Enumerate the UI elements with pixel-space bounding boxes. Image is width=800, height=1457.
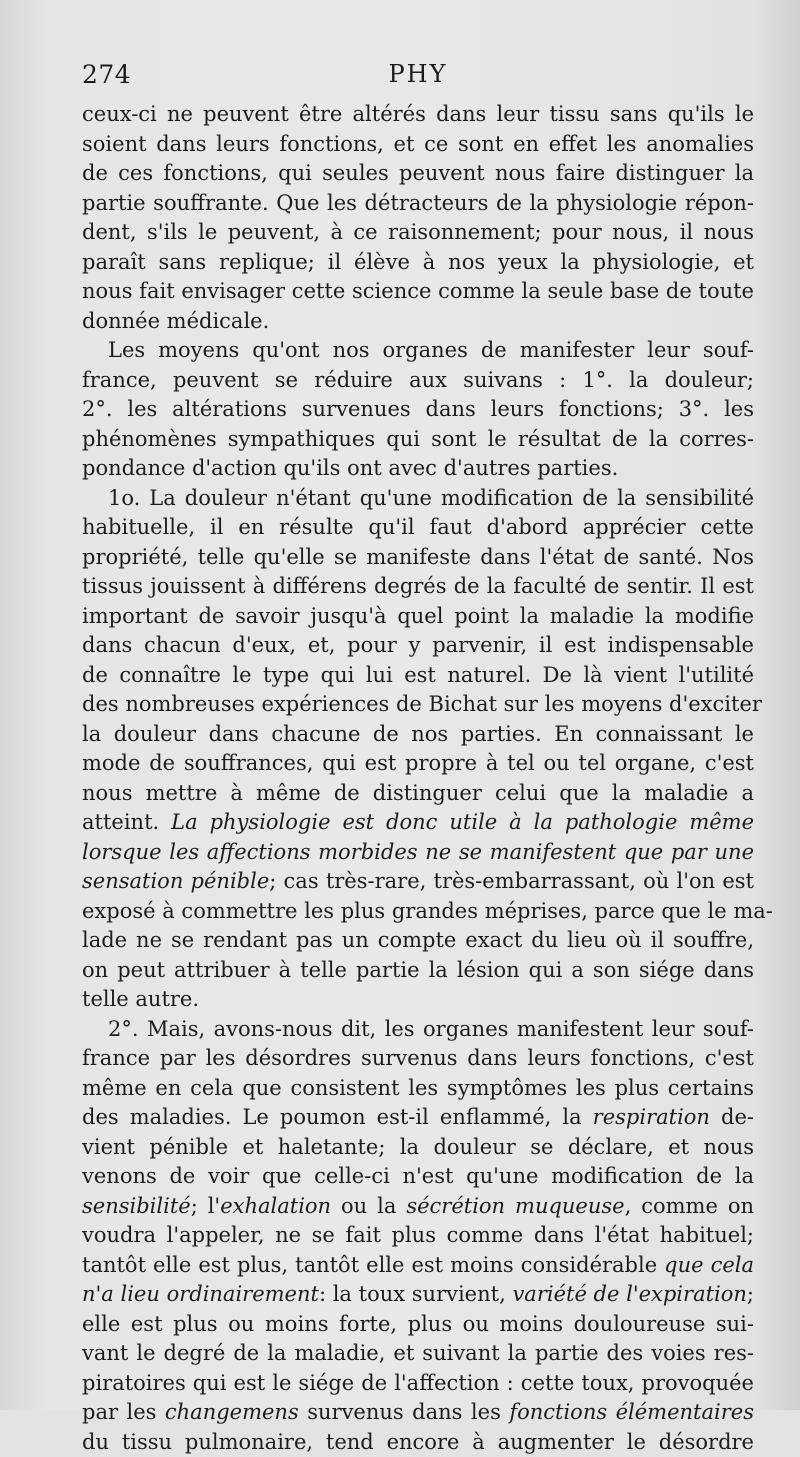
text-line [82, 1133, 754, 1163]
text-segment: on peut attribuer à telle partie la lésion qui a son siége dans [82, 958, 754, 982]
text-line [82, 1074, 754, 1104]
text-line [82, 867, 754, 897]
text-line [82, 543, 754, 573]
text-segment: des maladies. Le poumon est-il enflammé, la [82, 1105, 593, 1129]
text-line [82, 956, 754, 986]
text-segment: lade ne se rendant pas un compte exact du lieu où il souffre, [82, 928, 754, 952]
text-line [82, 690, 754, 720]
italic-segment: changemens [165, 1400, 299, 1424]
text-segment: piratoires qui est le siége de l'affection : cette toux, provoquée [82, 1371, 754, 1395]
text-segment: ; cas très-rare, très-embarrassant, où l'on est [269, 869, 754, 893]
italic-segment: variété de l'expiration [512, 1282, 746, 1306]
text-line [82, 366, 754, 396]
running-title: PHY [82, 60, 754, 88]
text-line [82, 189, 754, 219]
text-segment: elle est plus ou moins forte, plus ou moins douloureuse sui- [82, 1312, 754, 1336]
text-line [82, 985, 754, 1015]
text-segment: : la toux survient, [319, 1282, 512, 1306]
text-line [82, 1103, 754, 1133]
text-segment: paraît sans replique; il élève à nos yeux la physiologie, et [82, 250, 754, 274]
text-segment: telle autre. [82, 987, 199, 1011]
text-line [82, 130, 754, 160]
text-segment: du tissu pulmonaire, tend encore à augmenter le désordre [82, 1430, 754, 1454]
text-segment: 1o. La douleur n'étant qu'une modification de la sensibilité [108, 486, 754, 510]
text-segment: partie souffrante. Que les détracteurs de la physiologie répon- [82, 191, 754, 215]
text-segment: vient pénible et haletante; la douleur se déclare, et nous [82, 1135, 754, 1159]
italic-segment: lorsque les affections morbides ne se manifestent que par une [82, 840, 754, 864]
running-head [82, 60, 754, 94]
text-line [82, 897, 754, 927]
text-segment: ceux-ci ne peuvent être altérés dans leur tissu sans qu'ils le [82, 102, 754, 126]
text-line [82, 336, 754, 366]
text-segment: voudra l'appeler, ne se fait plus comme dans l'état habituel; [82, 1223, 754, 1247]
text-line [82, 1398, 754, 1428]
text-line [82, 808, 754, 838]
text-segment: pondance d'action qu'ils ont avec d'autres parties. [82, 456, 618, 480]
text-line [82, 720, 754, 750]
text-segment: , comme on [625, 1194, 754, 1218]
text-line [82, 395, 754, 425]
italic-segment: n'a lieu ordinairement [82, 1282, 319, 1306]
text-segment: soient dans leurs fonctions, et ce sont en effet les anomalies [82, 132, 754, 156]
text-line [82, 307, 754, 337]
text-line [82, 159, 754, 189]
text-line [82, 1369, 754, 1399]
text-segment: la douleur dans chacune de nos parties. En connaissant le [82, 722, 754, 746]
italic-segment: respiration [593, 1105, 710, 1129]
text-line [82, 513, 754, 543]
text-line [82, 1428, 754, 1457]
text-segment: nous mettre à même de distinguer celui que la maladie a [82, 781, 754, 805]
text-segment: exposé à commettre les plus grandes méprises, parce que le ma- [82, 899, 773, 923]
text-segment: important de savoir jusqu'à quel point la maladie la modifie [82, 604, 754, 628]
text-segment: habituelle, il en résulte qu'il faut d'abord apprécier cette [82, 515, 754, 539]
text-segment: ; [747, 1282, 754, 1306]
text-segment: ou la [331, 1194, 406, 1218]
italic-segment: sensation pénible [82, 869, 269, 893]
body-text [82, 100, 754, 1457]
italic-segment: La physiologie est donc utile à la pathologie même [171, 810, 754, 834]
text-segment: france par les désordres survenus dans leurs fonctions, c'est [82, 1046, 754, 1070]
text-line [82, 1044, 754, 1074]
text-segment: france, peuvent se réduire aux suivans : 1°. la douleur; [82, 368, 754, 392]
page-number: 274 [82, 60, 131, 89]
text-segment: nous fait envisager cette science comme la seule base de toute [82, 279, 754, 303]
text-line [82, 248, 754, 278]
text-segment: vant le degré de la maladie, et suivant la partie des voies res- [82, 1341, 754, 1365]
text-segment: donnée médicale. [82, 309, 269, 333]
text-line [82, 277, 754, 307]
text-line [82, 926, 754, 956]
text-segment: ; l' [191, 1194, 221, 1218]
italic-segment: que cela [664, 1253, 754, 1277]
text-segment: dans chacun d'eux, et, pour y parvenir, il est indispensable [82, 633, 754, 657]
text-segment: tantôt elle est plus, tantôt elle est moins considérable [82, 1253, 664, 1277]
text-line [82, 1251, 754, 1281]
text-line [82, 572, 754, 602]
text-line [82, 484, 754, 514]
text-line [82, 631, 754, 661]
text-segment: dent, s'ils le peuvent, à ce raisonnement; pour nous, il nous [82, 220, 754, 244]
text-segment: de ces fonctions, qui seules peuvent nous faire distinguer la [82, 161, 754, 185]
text-segment: Les moyens qu'ont nos organes de manifester leur souf- [108, 338, 754, 362]
text-segment: survenus dans les [299, 1400, 510, 1424]
text-segment: mode de souffrances, qui est propre à tel ou tel organe, c'est [82, 751, 754, 775]
text-line [82, 779, 754, 809]
text-line [82, 749, 754, 779]
text-line [82, 838, 754, 868]
text-segment: par les [82, 1400, 165, 1424]
italic-segment: sécrétion muqueuse [406, 1194, 624, 1218]
text-line [82, 602, 754, 632]
text-segment: des nombreuses expériences de Bichat sur les moyens d'exciter [82, 692, 762, 716]
text-line [82, 454, 754, 484]
italic-segment: exhalation [220, 1194, 331, 1218]
italic-segment: sensibilité [82, 1194, 191, 1218]
text-line [82, 1192, 754, 1222]
text-segment: de connaître le type qui lui est naturel. De là vient l'utilité [82, 663, 754, 687]
text-segment: venons de voir que celle-ci n'est qu'une modification de la [82, 1164, 754, 1188]
text-line [82, 100, 754, 130]
text-line [82, 1339, 754, 1369]
text-line [82, 1162, 754, 1192]
text-line [82, 425, 754, 455]
text-segment: même en cela que consistent les symptômes les plus certains [82, 1076, 754, 1100]
text-line [82, 218, 754, 248]
text-segment: tissus jouissent à différens degrés de la faculté de sentir. Il est [82, 574, 754, 598]
italic-segment: fonctions élémentaires [509, 1400, 754, 1424]
text-line [82, 661, 754, 691]
text-segment: atteint. [82, 810, 171, 834]
text-segment: phénomènes sympathiques qui sont le résultat de la corres- [82, 427, 754, 451]
text-line [82, 1310, 754, 1340]
text-segment: 2°. les altérations survenues dans leurs fonctions; 3°. les [82, 397, 754, 421]
text-segment: de- [710, 1105, 754, 1129]
text-line [82, 1221, 754, 1251]
text-line [82, 1280, 754, 1310]
text-line [82, 1015, 754, 1045]
text-segment: propriété, telle qu'elle se manifeste dans l'état de santé. Nos [82, 545, 754, 569]
text-segment: 2°. Mais, avons-nous dit, les organes manifestent leur souf- [108, 1017, 754, 1041]
